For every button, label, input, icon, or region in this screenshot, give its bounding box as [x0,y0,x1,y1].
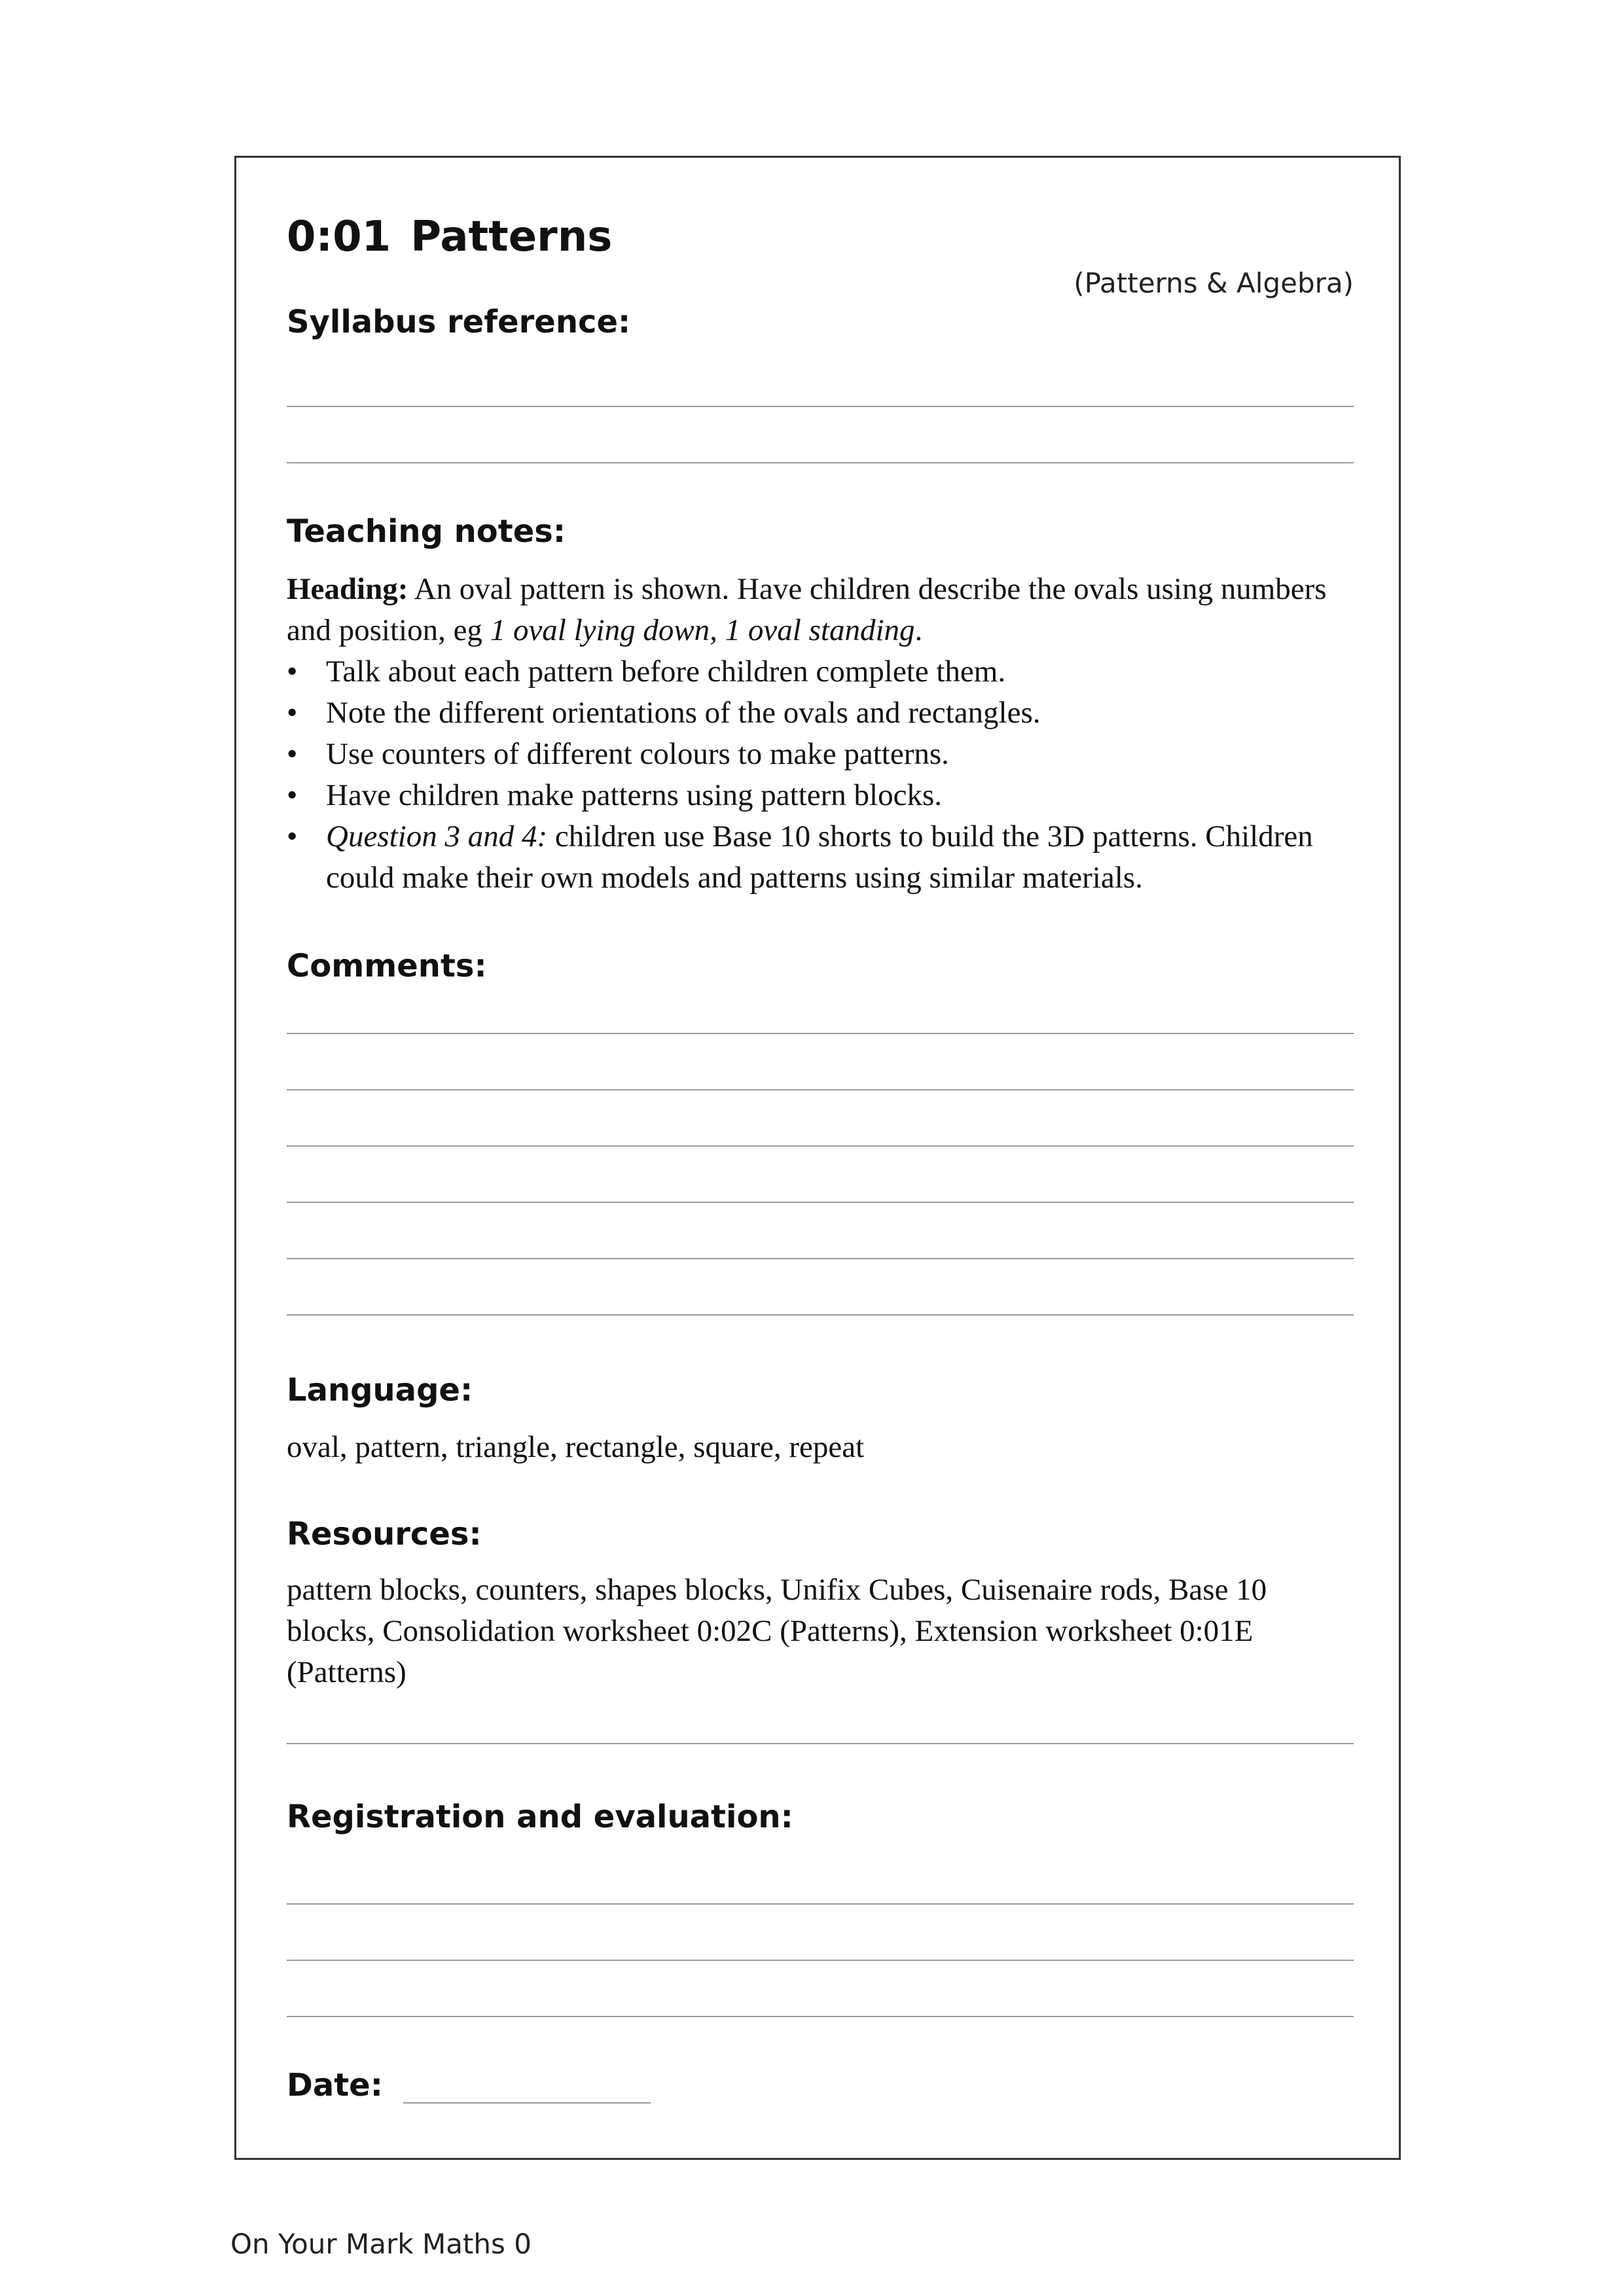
registration-heading: Registration and evaluation: [287,1799,793,1835]
resources-line[interactable] [287,1743,1354,1744]
list-item [287,692,1360,734]
syllabus-heading: Syllabus reference: [287,304,631,340]
bullet-icon: • [287,696,298,730]
page-title [287,211,612,263]
comments-heading: Comments: [287,948,487,984]
syllabus-line-2[interactable] [287,462,1354,463]
teaching-notes-heading: Teaching notes: [287,513,566,550]
list-item [287,816,1360,899]
list-item [287,651,1360,692]
intro-example: 1 oval lying down, 1 oval standing [490,613,915,647]
teaching-notes-list [287,651,1360,899]
comments-line-5[interactable] [287,1258,1354,1259]
page-frame [234,156,1401,2160]
teaching-notes-intro [287,569,1360,651]
list-item-text: Have children make patterns using pattern blocks. [326,778,943,812]
language-heading: Language: [287,1372,473,1408]
intro-end: . [914,613,923,647]
comments-line-1[interactable] [287,1033,1354,1034]
list-item-text: Note the different orientations of the ovals and rectangles. [326,696,1041,730]
bullet-icon: • [287,737,298,771]
comments-line-6[interactable] [287,1314,1354,1316]
intro-text: An oval pattern is shown. Have children describe the ovals using numbers and position, eg [287,572,1327,647]
registration-line-3[interactable] [287,2016,1354,2017]
strand-label: (Patterns & Algebra) [1074,267,1354,299]
list-item-text: Use counters of different colours to make patterns. [326,737,949,771]
list-item-text: Talk about each pattern before children complete them. [326,655,1006,689]
registration-line-1[interactable] [287,1903,1354,1905]
bullet-icon: • [287,778,298,812]
bullet-icon: • [287,819,298,853]
page-footer: On Your Mark Maths 0 [230,2228,532,2260]
date-label: Date: [287,2067,383,2104]
resources-heading: Resources: [287,1516,482,1552]
syllabus-line-1[interactable] [287,406,1354,407]
resources-text: pattern blocks, counters, shapes blocks, Unifix Cubes, Cuisenaire rods, Base 10 blocks, Consolidation worksheet 0:02C (Patterns), Extension worksheet 0:01E (Patterns) [287,1573,1267,1689]
language-text: oval, pattern, triangle, rectangle, square, repeat [287,1430,865,1464]
list-item-text: children use Base 10 shorts to build the 3D patterns. Children could make their own models and patterns using similar materials. [326,819,1313,895]
registration-line-2[interactable] [287,1960,1354,1961]
comments-line-3[interactable] [287,1145,1354,1147]
list-item [287,734,1360,775]
teaching-notes-body [287,569,1360,899]
lesson-title: Patterns [410,213,613,261]
date-field-line[interactable] [403,2102,651,2104]
comments-line-4[interactable] [287,1202,1354,1203]
lesson-number: 0:01 [287,213,391,261]
bullet-icon: • [287,655,298,689]
question-label: Question 3 and 4: [326,819,548,853]
comments-line-2[interactable] [287,1089,1354,1090]
list-item [287,775,1360,816]
intro-label: Heading: [287,572,408,606]
